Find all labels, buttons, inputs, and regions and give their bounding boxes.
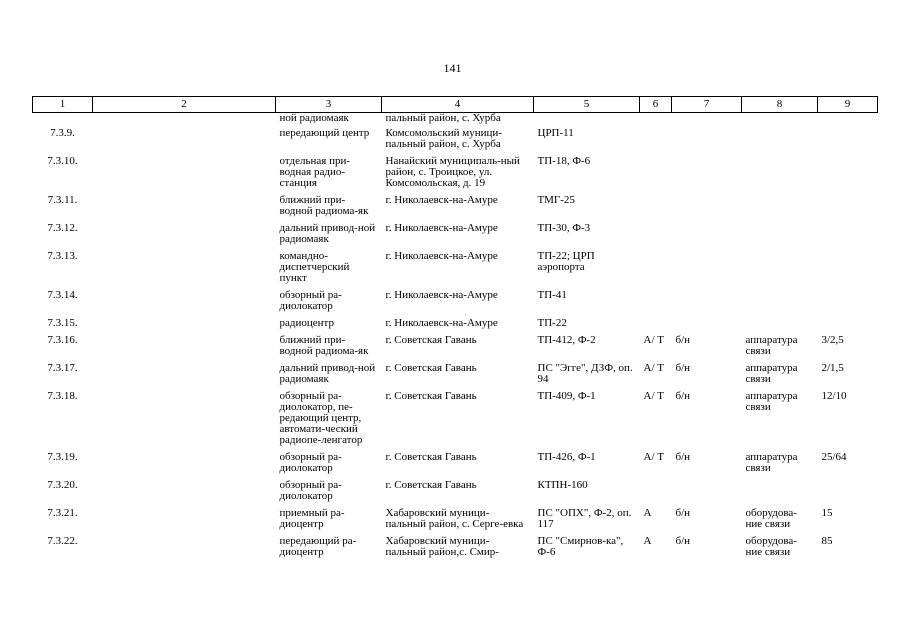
table-row [33, 480, 878, 508]
table-cell-col8 [742, 195, 818, 223]
table-cell-col7 [672, 290, 742, 318]
table-cell-col1: 7.3.15. [47, 317, 78, 329]
table-cell-col9: 12/10 [821, 390, 847, 402]
table-cell-col7: б/н [675, 535, 691, 547]
table-cell-col2 [93, 318, 276, 335]
header-cell: 7 [672, 97, 742, 113]
table-cell-col5: ПС "Эгге", ДЗФ, оп. 94 [537, 362, 633, 385]
table-cell-col9 [818, 113, 878, 129]
table-cell-col7: б/н [675, 507, 691, 519]
header-cell: 6 [640, 97, 672, 113]
table-cell-col2 [93, 223, 276, 251]
table-cell-col8: аппаратура связи [745, 334, 798, 357]
table-cell-col5 [534, 113, 640, 129]
table-row [33, 335, 878, 363]
table-row [33, 508, 878, 536]
table-cell-col6: А [643, 535, 652, 547]
table-cell-col6 [640, 195, 672, 223]
table-cell-col1: 7.3.14. [47, 289, 78, 301]
table-cell-col8: оборудова-ние связи [745, 535, 797, 558]
header-cell: 4 [382, 97, 534, 113]
table-cell-col6 [640, 480, 672, 508]
table-cell-col6 [640, 113, 672, 129]
table-cell-col5: ТП-22 [537, 317, 567, 329]
table-cell-col4: г. Николаевск-на-Амуре [385, 289, 498, 301]
table-cell-col8 [742, 251, 818, 290]
table-row [33, 391, 878, 452]
table-cell-col7 [672, 480, 742, 508]
table-cell-col6: А/ Т [643, 362, 664, 374]
table-cell-col4: Комсомольский муници-пальный район, с. Хурба [385, 127, 502, 150]
table-row [33, 195, 878, 223]
table-cell-col2 [93, 156, 276, 195]
table-cell-col8 [742, 156, 818, 195]
table-cell-col5: ТП-409, Ф-1 [537, 390, 596, 402]
table-row [33, 113, 878, 129]
table-cell-col4: г. Николаевск-на-Амуре [385, 317, 498, 329]
table-cell-col4: Нанайский муниципаль-ный район, с. Троицкое, ул. Комсомольская, д. 19 [385, 155, 520, 189]
table-cell-col1: 7.3.12. [47, 222, 78, 234]
table-cell-col6 [640, 251, 672, 290]
table-cell-col9 [818, 318, 878, 335]
table-cell-col6: А/ Т [643, 451, 664, 463]
table-cell-col6: А/ Т [643, 390, 664, 402]
table-row [33, 452, 878, 480]
table-row [33, 128, 878, 156]
table-cell-col7 [672, 156, 742, 195]
table-cell-col3: передающий ра-диоцентр [279, 535, 357, 558]
table-cell-col2 [93, 335, 276, 363]
table-cell-col5: КТПН-160 [537, 479, 588, 491]
table-cell-col6: А [643, 507, 652, 519]
table-cell-col8 [742, 113, 818, 129]
table-row [33, 251, 878, 290]
table-row [33, 536, 878, 564]
table-cell-col3: обзорный ра-диолокатор, пе-редающий центр, автомати-ческий радиопе-ленгатор [279, 390, 363, 446]
table-cell-col5: ЦРП-11 [537, 127, 574, 139]
table-cell-col5: ПС "Смирнов-ка", Ф-6 [537, 535, 624, 558]
table-cell-col8: аппаратура связи [745, 451, 798, 474]
table-cell-col1 [33, 113, 93, 129]
table-cell-col7 [672, 223, 742, 251]
table-cell-col9 [818, 251, 878, 290]
table-cell-col6 [640, 156, 672, 195]
table-cell-col2 [93, 536, 276, 564]
table-cell-col3: дальний привод-ной радиомаяк [279, 222, 376, 245]
table-cell-col9: 15 [821, 507, 833, 519]
table-cell-col1: 7.3.21. [47, 507, 78, 519]
table-row [33, 223, 878, 251]
table-cell-col8: аппаратура связи [745, 362, 798, 385]
table-cell-col4: пальный район, с. Хурба [385, 112, 501, 124]
table-cell-col2 [93, 508, 276, 536]
table-cell-col2 [93, 480, 276, 508]
table-cell-col7 [672, 128, 742, 156]
table-cell-col8 [742, 128, 818, 156]
page-number: 141 [443, 61, 462, 75]
table-cell-col5: ПС "ОПХ", Ф-2, оп. 117 [537, 507, 632, 530]
table-row [33, 290, 878, 318]
table-cell-col6 [640, 318, 672, 335]
table-cell-col1: 7.3.13. [47, 250, 78, 262]
table-cell-col9 [818, 156, 878, 195]
table-cell-col2 [93, 251, 276, 290]
table-cell-col6: А/ Т [643, 334, 664, 346]
table-cell-col3: приемный ра-диоцентр [279, 507, 345, 530]
table-cell-col6 [640, 223, 672, 251]
table-cell-col8 [742, 223, 818, 251]
table-cell-col1: 7.3.11. [47, 194, 78, 206]
table-cell-col4: г. Николаевск-на-Амуре [385, 250, 498, 262]
table-cell-col1: 7.3.9. [50, 127, 75, 139]
table-cell-col5: ТП-412, Ф-2 [537, 334, 596, 346]
table-cell-col7 [672, 318, 742, 335]
table-cell-col4: г. Николаевск-на-Амуре [385, 222, 498, 234]
table-cell-col4: г. Советская Гавань [385, 362, 477, 374]
table-cell-col8 [742, 290, 818, 318]
table-cell-col6 [640, 128, 672, 156]
table-cell-col2 [93, 195, 276, 223]
table-cell-col1: 7.3.17. [47, 362, 78, 374]
header-cell: 5 [534, 97, 640, 113]
table-cell-col2 [93, 391, 276, 452]
table-cell-col9 [818, 290, 878, 318]
header-cell: 1 [33, 97, 93, 113]
table-cell-col3: радиоцентр [279, 317, 334, 329]
table-cell-col6 [640, 290, 672, 318]
table-cell-col8 [742, 480, 818, 508]
table-cell-col4: г. Советская Гавань [385, 479, 477, 491]
table-cell-col3: отдельная при-водная радио-станция [279, 155, 351, 189]
table-cell-col4: г. Николаевск-на-Амуре [385, 194, 498, 206]
table-cell-col5: ТМГ-25 [537, 194, 575, 206]
table-cell-col7: б/н [675, 451, 691, 463]
table-cell-col3: обзорный ра-диолокатор [279, 289, 342, 312]
table-cell-col9 [818, 480, 878, 508]
table-cell-col7: б/н [675, 390, 691, 402]
table-cell-col3: передающий центр [279, 127, 370, 139]
table-cell-col1: 7.3.20. [47, 479, 78, 491]
table-cell-col9: 25/64 [821, 451, 847, 463]
table-cell-col5: ТП-22; ЦРП аэропорта [537, 250, 595, 273]
table-cell-col8: оборудова-ние связи [745, 507, 797, 530]
table-cell-col9 [818, 223, 878, 251]
table-cell-col9: 3/2,5 [821, 334, 844, 346]
table-cell-col7: б/н [675, 334, 691, 346]
header-cell: 9 [818, 97, 878, 113]
table-cell-col2 [93, 363, 276, 391]
table-cell-col5: ТП-18, Ф-6 [537, 155, 591, 167]
table-row [33, 156, 878, 195]
table-cell-col4: г. Советская Гавань [385, 390, 477, 402]
table-cell-col5: ТП-30, Ф-3 [537, 222, 591, 234]
table-cell-col7 [672, 113, 742, 129]
table-cell-col3: дальний привод-ной радиомаяк [279, 362, 376, 385]
header-cell: 3 [276, 97, 382, 113]
header-row [33, 97, 878, 113]
table-cell-col1: 7.3.10. [47, 155, 78, 167]
table-cell-col3: ной радиомаяк [279, 112, 349, 124]
table-cell-col4: г. Советская Гавань [385, 334, 477, 346]
table-cell-col4: Хабаровский муници-пальный район, с. Серге-евка [385, 507, 524, 530]
table-row [33, 363, 878, 391]
table-cell-col1: 7.3.22. [47, 535, 78, 547]
table-cell-col9 [818, 128, 878, 156]
table-cell-col1: 7.3.16. [47, 334, 78, 346]
table-cell-col3: командно-диспетчерский пункт [279, 250, 350, 284]
table-cell-col7 [672, 195, 742, 223]
table-cell-col3: обзорный ра-диолокатор [279, 451, 342, 474]
table-cell-col9: 2/1,5 [821, 362, 844, 374]
table-cell-col3: обзорный ра-диолокатор [279, 479, 342, 502]
table-cell-col3: ближний при-водной радиома-як [279, 194, 369, 217]
table-cell-col3: ближний при-водной радиома-як [279, 334, 369, 357]
table-cell-col5: ТП-426, Ф-1 [537, 451, 596, 463]
table-cell-col8: аппаратура связи [745, 390, 798, 413]
table-cell-col5: ТП-41 [537, 289, 567, 301]
table-cell-col7: б/н [675, 362, 691, 374]
table-cell-col4: г. Советская Гавань [385, 451, 477, 463]
table-cell-col1: 7.3.19. [47, 451, 78, 463]
table-cell-col8 [742, 318, 818, 335]
table-cell-col2 [93, 452, 276, 480]
table-cell-col2 [93, 290, 276, 318]
table-cell-col7 [672, 251, 742, 290]
header-cell: 8 [742, 97, 818, 113]
table-row [33, 318, 878, 335]
table-cell-col9 [818, 195, 878, 223]
table-cell-col1: 7.3.18. [47, 390, 78, 402]
table-cell-col2 [93, 113, 276, 129]
table-cell-col9: 85 [821, 535, 833, 547]
table-cell-col4: Хабаровский муници-пальный район,с. Смир- [385, 535, 499, 558]
data-table [32, 96, 878, 564]
header-cell: 2 [93, 97, 276, 113]
table-cell-col2 [93, 128, 276, 156]
